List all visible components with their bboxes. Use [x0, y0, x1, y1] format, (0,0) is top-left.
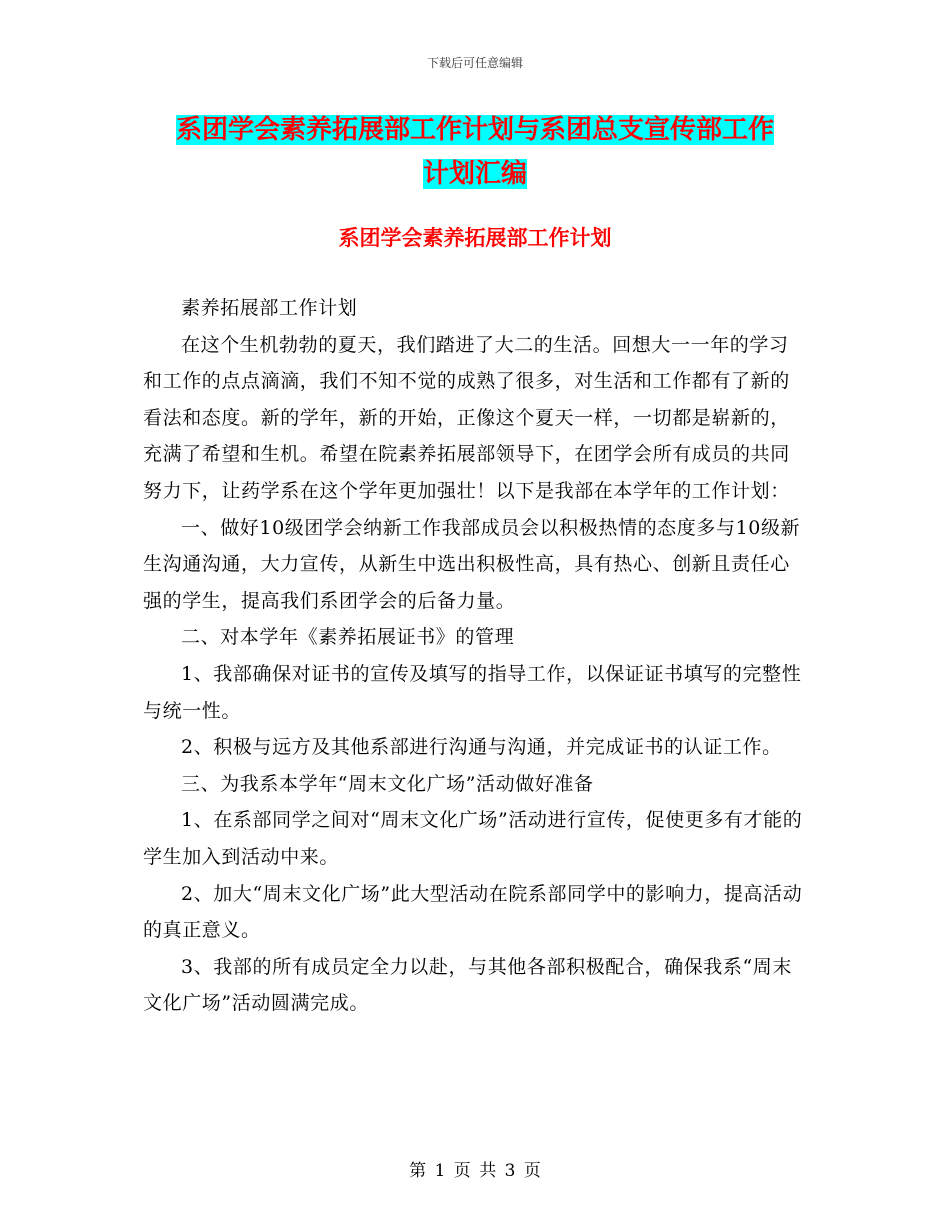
paragraph: 三、为我系本学年“周末文化广场”活动做好准备 — [181, 772, 594, 795]
paragraph: 1、在系部同学之间对“周末文化广场”活动进行宣传，促使更多有才能的学生加入到活动中来。 — [143, 809, 803, 868]
paragraph: 一、做好10级团学会纳新工作我部成员会以积极热情的态度多与10级新生沟通沟通，大力宣传，从新生中选出积极性高，具有热心、创新且责任心强的学生，提高我们系团学会的后备力量。 — [143, 516, 801, 612]
paragraph: 3、我部的所有成员定全力以赴，与其他各部积极配合，确保我系“周末文化广场”活动圆满完成。 — [143, 955, 793, 1015]
header-note: 下载后可任意编辑 — [426, 56, 523, 70]
document-body — [143, 290, 808, 1022]
main-title-line-1: 系团学会素养拓展部工作计划与系团总支宣传部工作 — [175, 115, 774, 145]
main-title — [140, 108, 810, 196]
paragraph: 在这个生机勃勃的夏天，我们踏进了大二的生活。回想大一一年的学习和工作的点点滴滴，我们不知不觉的成熟了很多，对生活和工作都有了新的看法和态度。新的学年，新的开始，正像这个夏天一样，一切都是崭新的，充满了希望和生机。希望在院素养拓展部领导下，在团学会所有成员的共同努力下，让药学系在这个学年更加强壮！以下是我部在本学年的工作计划： — [143, 333, 790, 502]
section-title: 系团学会素养拓展部工作计划 — [338, 226, 612, 250]
page-footer: 第 1 页 共 3 页 — [409, 1161, 541, 1181]
paragraph: 二、对本学年《素养拓展证书》的管理 — [181, 626, 515, 649]
paragraph: 1、我部确保对证书的宣传及填写的指导工作，以保证证书填写的完整性与统一性。 — [143, 662, 802, 722]
paragraph: 2、积极与远方及其他系部进行沟通与沟通，并完成证书的认证工作。 — [181, 736, 782, 759]
paragraph: 2、加大“周末文化广场”此大型活动在院系部同学中的影响力，提高活动的真正意义。 — [143, 882, 803, 942]
paragraph: 素养拓展部工作计划 — [181, 297, 358, 319]
main-title-line-2: 计划汇编 — [422, 159, 527, 189]
